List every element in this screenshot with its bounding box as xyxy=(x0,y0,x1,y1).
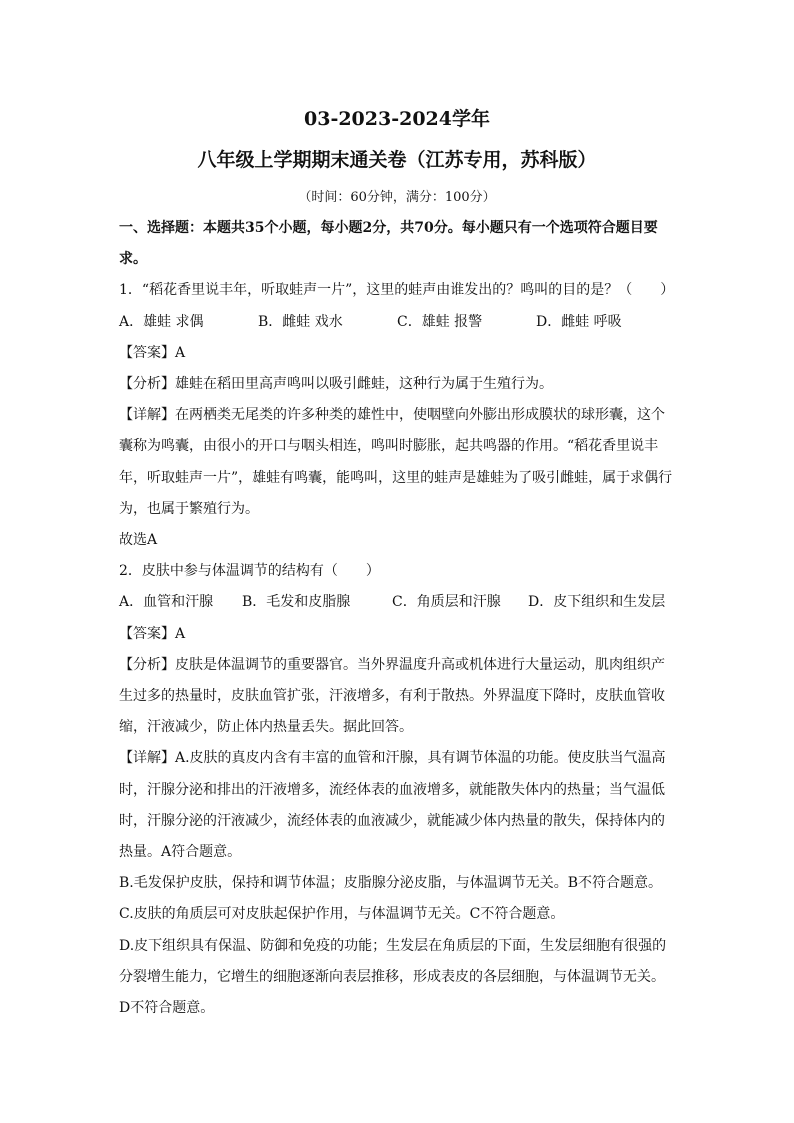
question-1-detail-line: 为，也属于繁殖行为。 xyxy=(119,500,259,517)
question-1-option-d: D．雌蛙 呼吸 xyxy=(536,313,622,330)
question-2-detail-line: 【详解】A.皮肤的真皮内含有丰富的血管和汗腺，具有调节体温的功能。使皮肤当气温高 xyxy=(119,750,666,767)
section-heading: 一、选择题：本题共35个小题，每小题2分，共70分。每小题只有一个选项符合题目要 xyxy=(119,220,658,236)
question-2-analysis-line: 【分析】皮肤是体温调节的重要器官。当外界温度升高或机体进行大量运动，肌肉组织产 xyxy=(119,656,665,673)
question-2-detail-line: D不符合题意。 xyxy=(119,1000,215,1017)
question-2-analysis-line: 缩，汗液减少，防止体内热量丢失。据此回答。 xyxy=(119,719,413,736)
document-body xyxy=(119,213,675,1024)
exam-meta: （时间：60分钟，满分：100分） xyxy=(298,190,496,205)
question-2-detail-line: 时，汗腺分泌和排出的汗液增多，流经体表的血液增多，就能散失体内的热量；当气温低 xyxy=(119,781,665,798)
question-1-conclusion: 故选A xyxy=(119,532,158,549)
question-2-option-b: B．毛发和皮脂腺 xyxy=(242,594,351,611)
title-line-2: 八年级上学期期末通关卷（江苏专用，苏科版） xyxy=(197,149,597,171)
question-2-option-a: A．血管和汗腺 xyxy=(119,594,214,611)
question-1-option-b: B．雌蛙 戏水 xyxy=(258,313,343,330)
question-2-detail-line: C.皮肤的角质层可对皮肤起保护作用，与体温调节无关。C不符合题意。 xyxy=(119,906,565,923)
question-2-analysis-line: 生过多的热量时，皮肤血管扩张，汗液增多，有利于散热。外界温度下降时，皮肤血管收 xyxy=(119,688,665,705)
question-1-answer: 【答案】A xyxy=(119,344,186,361)
question-2-option-d: D．皮下组织和生发层 xyxy=(528,594,666,611)
question-2-detail-line: 分裂增生能力，它增生的细胞逐渐向表层推移，形成表皮的各层细胞，与体温调节无关。 xyxy=(119,968,665,985)
question-1-detail-line: 【详解】在两栖类无尾类的许多种类的雄性中，使咽壁向外膨出形成膜状的球形囊，这个 xyxy=(119,407,665,424)
question-1-stem: 1．“稻花香里说丰年，听取蛙声一片”，这里的蛙声由谁发出的？鸣叫的目的是？（ ） xyxy=(119,282,675,299)
title-line-1: 03-2023-2024学年 xyxy=(304,108,490,130)
question-2-options xyxy=(119,587,675,618)
question-1-option-a: A．雄蛙 求偶 xyxy=(119,313,204,330)
question-1-analysis: 【分析】雄蛙在稻田里高声鸣叫以吸引雌蛙，这种行为属于生殖行为。 xyxy=(119,376,553,393)
question-1-detail-line: 囊称为鸣囊，由很小的开口与咽头相连，鸣叫时膨胀，起共鸣器的作用。“稻花香里说丰 xyxy=(119,438,659,455)
question-2-answer: 【答案】A xyxy=(119,625,186,642)
question-1-detail-line: 年，听取蛙声一片”，雄蛙有鸣囊，能鸣叫，这里的蛙声是雄蛙为了吸引雌蛙，属于求偶行 xyxy=(119,469,673,486)
question-2-stem: 2．皮肤中参与体温调节的结构有（ ） xyxy=(119,563,380,580)
section-heading-cont: 求。 xyxy=(119,251,147,268)
question-2-detail-line: B.毛发保护皮肤，保持和调节体温；皮脂腺分泌皮脂，与体温调节无关。B不符合题意。 xyxy=(119,875,663,892)
question-1-option-c: C．雄蛙 报警 xyxy=(397,313,483,330)
question-2-detail-line: D.皮下组织具有保温、防御和免疫的功能；生发层在角质层的下面，生发层细胞有很强的 xyxy=(119,937,667,954)
question-1-options xyxy=(119,307,675,338)
question-2-detail-line: 时，汗腺分泌的汗液减少，流经体表的血液减少，就能减少体内热量的散失，保持体内的 xyxy=(119,812,665,829)
question-2-option-c: C．角质层和汗腺 xyxy=(392,594,501,611)
question-2-detail-line: 热量。A符合题意。 xyxy=(119,844,242,861)
